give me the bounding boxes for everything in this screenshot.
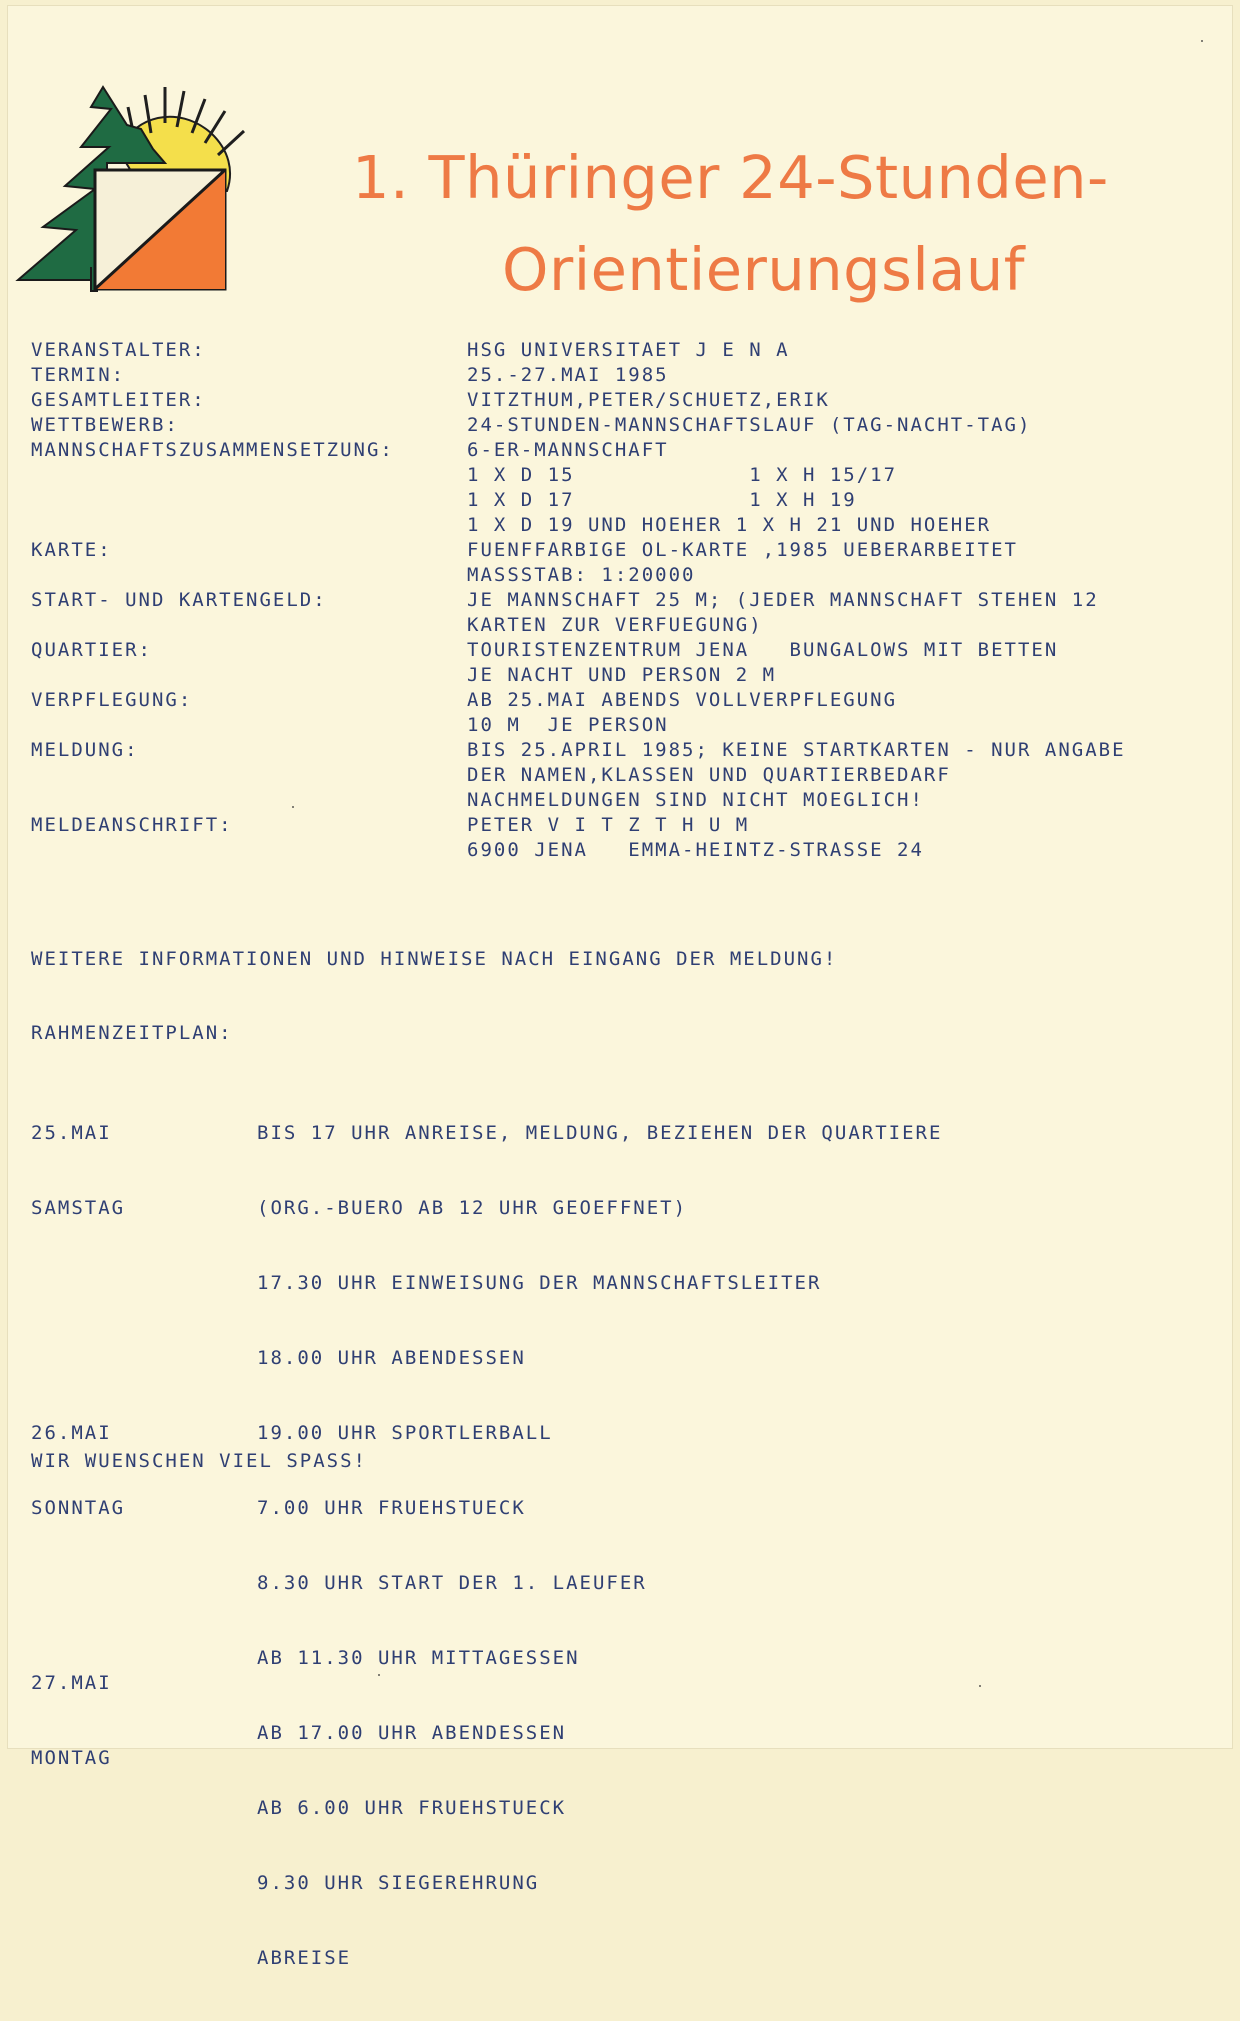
value-verpflegung-2: 10 M JE PERSON	[467, 714, 669, 736]
label-mannschaft: MANNSCHAFTSZUSAMMENSETZUNG:	[31, 439, 394, 461]
value-karte: FUENFFARBIGE OL-KARTE ,1985 UEBERARBEITET	[467, 539, 1018, 561]
label-gesamtleiter: GESAMTLEITER:	[31, 389, 206, 411]
schedule-items	[257, 1071, 942, 2021]
value-termin: 25.-27.MAI 1985	[467, 364, 669, 386]
label-kartengeld: START- UND KARTENGELD:	[31, 589, 327, 611]
schedule-day-25: 25.MAI	[31, 1122, 112, 1144]
label-karte: KARTE:	[31, 539, 112, 561]
schedule-item: BIS 17 UHR ANREISE, MELDUNG, BEZIEHEN DER QUARTIERE	[257, 1122, 943, 1144]
closing-note: WIR WUENSCHEN VIEL SPASS!	[31, 1450, 367, 1472]
value-kartengeld-2: KARTEN ZUR VERFUEGUNG)	[467, 614, 763, 636]
tree-sun-orienteering-flag-icon	[15, 75, 255, 325]
value-meldung-3: NACHMELDUNGEN SIND NICHT MOEGLICH!	[467, 789, 924, 811]
value-mannschaft: 6-ER-MANNSCHAFT	[467, 439, 669, 461]
value-meldung-2: DER NAMEN,KLASSEN UND QUARTIERBEDARF	[467, 764, 951, 786]
orienteering-flag-icon	[95, 170, 225, 289]
schedule-item: AB 6.00 UHR FRUEHSTUECK	[257, 1797, 567, 1819]
label-meldeanschrift: MELDEANSCHRIFT:	[31, 814, 233, 836]
value-massstab: MASSSTAB: 1:20000	[467, 564, 696, 586]
document-page	[7, 5, 1233, 1969]
paper-mark	[1201, 40, 1203, 42]
schedule-item: AB 17.00 UHR ABENDESSEN	[257, 1722, 567, 1744]
value-quartier-2: JE NACHT UND PERSON 2 M	[467, 664, 777, 686]
schedule-item: 18.00 UHR ABENDESSEN	[257, 1347, 526, 1369]
info-note: WEITERE INFORMATIONEN UND HINWEISE NACH EINGANG DER MELDUNG!	[31, 948, 838, 970]
value-meldung: BIS 25.APRIL 1985; KEINE STARTKARTEN - NUR ANGABE	[467, 739, 1126, 761]
value-verpflegung: AB 25.MAI ABENDS VOLLVERPFLEGUNG	[467, 689, 898, 711]
label-quartier: QUARTIER:	[31, 639, 152, 661]
schedule-day-27: 27.MAI	[31, 1672, 112, 1694]
value-kartengeld: JE MANNSCHAFT 25 M; (JEDER MANNSCHAFT STEHEN 12	[467, 589, 1099, 611]
schedule-item: 19.00 UHR SPORTLERBALL	[257, 1422, 553, 1444]
schedule-day-26: 26.MAI	[31, 1422, 112, 1444]
value-gesamtleiter: VITZTHUM,PETER/SCHUETZ,ERIK	[467, 389, 830, 411]
value-quartier: TOURISTENZENTRUM JENA BUNGALOWS MIT BETTEN	[467, 639, 1059, 661]
label-verpflegung: VERPFLEGUNG:	[31, 689, 193, 711]
schedule-item: 8.30 UHR START DER 1. LAEUFER	[257, 1572, 647, 1594]
label-veranstalter: VERANSTALTER:	[31, 339, 206, 361]
value-team-row-3: 1 X D 19 UND HOEHER 1 X H 21 UND HOEHER	[467, 514, 992, 536]
value-team-row-2: 1 X D 17 1 X H 19	[467, 489, 857, 511]
schedule-title: RAHMENZEITPLAN:	[31, 1022, 233, 1044]
schedule-day-samstag: SAMSTAG	[31, 1197, 126, 1219]
details-list	[7, 338, 1233, 861]
value-address: 6900 JENA EMMA-HEINTZ-STRASSE 24	[467, 839, 924, 861]
paper-mark	[979, 1685, 981, 1687]
title-line-2: Orientierungslauf	[502, 235, 1026, 304]
schedule-item: (ORG.-BUERO AB 12 UHR GEOEFFNET)	[257, 1197, 688, 1219]
schedule-day-montag: MONTAG	[31, 1747, 112, 1769]
schedule-item: ABREISE	[257, 1947, 352, 1969]
paper-mark	[292, 806, 294, 808]
schedule-item: 17.30 UHR EINWEISUNG DER MANNSCHAFTSLEITER	[257, 1272, 822, 1294]
label-meldung: MELDUNG:	[31, 739, 139, 761]
value-meldeanschrift: PETER V I T Z T H U M	[467, 814, 750, 836]
paper-mark	[378, 1674, 380, 1676]
label-termin: TERMIN:	[31, 364, 126, 386]
value-wettbewerb: 24-STUNDEN-MANNSCHAFTSLAUF (TAG-NACHT-TAG)	[467, 414, 1032, 436]
schedule-item: AB 11.30 UHR MITTAGESSEN	[257, 1647, 580, 1669]
schedule-day-sonntag: SONNTAG	[31, 1497, 126, 1519]
label-wettbewerb: WETTBEWERB:	[31, 414, 179, 436]
value-veranstalter: HSG UNIVERSITAET J E N A	[467, 339, 790, 361]
title-line-1: 1. Thüringer 24-Stunden-	[352, 143, 1109, 212]
schedule-item: 9.30 UHR SIEGEREHRUNG	[257, 1872, 540, 1894]
value-team-row-1: 1 X D 15 1 X H 15/17	[467, 464, 898, 486]
schedule-item: 7.00 UHR FRUEHSTUECK	[257, 1497, 526, 1519]
